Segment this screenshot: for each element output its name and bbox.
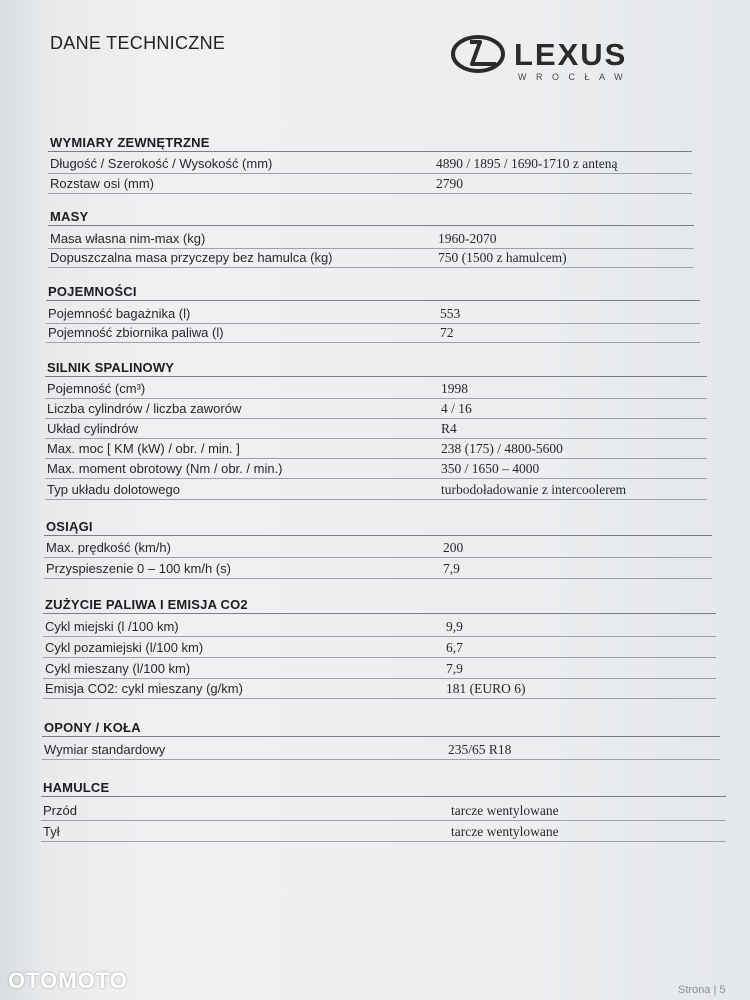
row-divider <box>48 173 692 174</box>
spec-label: Cykl pozamiejski (l/100 km) <box>45 640 204 655</box>
spec-value: 4890 / 1895 / 1690-1710 z anteną <box>436 156 618 171</box>
row-divider <box>48 248 694 249</box>
section-title: POJEMNOŚCI <box>48 284 137 299</box>
spec-label: Max. moc [ KM (kW) / obr. / min. ] <box>47 441 240 456</box>
spec-label: Układ cylindrów <box>47 421 139 436</box>
page-number: Strona | 5 <box>678 984 726 996</box>
spec-label: Max. prędkość (km/h) <box>46 540 171 555</box>
spec-label: Pojemność bagażnika (l) <box>48 306 191 321</box>
section-divider <box>48 151 692 152</box>
section-divider <box>46 300 700 301</box>
spec-value: 181 (EURO 6) <box>446 681 526 696</box>
section-title: ZUŻYCIE PALIWA I EMISJA CO2 <box>45 597 248 612</box>
spec-value: 9,9 <box>446 619 463 634</box>
spec-value: 235/65 R18 <box>448 742 512 757</box>
spec-value: 750 (1500 z hamulcem) <box>438 250 567 265</box>
spec-value: 72 <box>440 325 454 340</box>
spec-value: 7,9 <box>443 561 460 576</box>
row-divider <box>46 323 700 324</box>
spec-value: R4 <box>441 421 457 436</box>
row-divider <box>43 698 716 699</box>
spec-value: 553 <box>440 306 461 321</box>
row-divider <box>45 398 707 399</box>
spec-label: Przyspieszenie 0 – 100 km/h (s) <box>46 561 231 576</box>
spec-label: Cykl mieszany (l/100 km) <box>45 661 191 676</box>
spec-label: Dopuszczalna masa przyczepy bez hamulca (kg) <box>50 250 333 265</box>
row-divider <box>44 557 712 558</box>
spec-label: Tył <box>43 824 60 839</box>
spec-label: Długość / Szerokość / Wysokość (mm) <box>50 156 273 171</box>
row-divider <box>46 342 700 343</box>
spec-value: tarcze wentylowane <box>451 824 559 839</box>
row-divider <box>43 678 716 679</box>
row-divider <box>44 578 712 579</box>
spec-label: Przód <box>43 803 77 818</box>
spec-value: turbodoładowanie z intercoolerem <box>441 482 627 497</box>
section-title: OSIĄGI <box>46 519 93 534</box>
row-divider <box>45 478 707 479</box>
spec-value: tarcze wentylowane <box>451 803 559 818</box>
spec-label: Pojemność zbiornika paliwa (l) <box>48 325 224 340</box>
section-divider <box>43 613 716 614</box>
section-title: SILNIK SPALINOWY <box>47 360 175 375</box>
row-divider <box>43 636 716 637</box>
section-divider <box>42 736 720 737</box>
row-divider <box>41 841 726 842</box>
spec-value: 6,7 <box>446 640 463 655</box>
section-title: HAMULCE <box>43 780 110 795</box>
spec-value: 4 / 16 <box>441 401 472 416</box>
section-title: MASY <box>50 209 89 224</box>
lexus-logo <box>450 30 690 86</box>
spec-value: 200 <box>443 540 464 555</box>
spec-value: 1998 <box>441 381 468 396</box>
logo-brand-text: LEXUS <box>514 37 628 72</box>
section-divider <box>44 535 712 536</box>
spec-value: 7,9 <box>446 661 463 676</box>
spec-label: Wymiar standardowy <box>44 742 166 757</box>
spec-value: 350 / 1650 – 4000 <box>441 461 540 476</box>
row-divider <box>45 438 707 439</box>
spec-label: Typ układu dolotowego <box>47 482 180 497</box>
row-divider <box>48 193 692 194</box>
row-divider <box>41 820 726 821</box>
spec-label: Max. moment obrotowy (Nm / obr. / min.) <box>47 461 283 476</box>
section-divider <box>45 376 707 377</box>
section-divider <box>41 796 726 797</box>
spec-label: Emisja CO2: cykl mieszany (g/km) <box>45 681 243 696</box>
spec-label: Cykl miejski (l /100 km) <box>45 619 179 634</box>
logo-city-text: WROCŁAW <box>518 72 633 82</box>
spec-value: 1960-2070 <box>438 231 497 246</box>
section-title: WYMIARY ZEWNĘTRZNE <box>50 135 210 150</box>
section-divider <box>48 225 694 226</box>
page-title: DANE TECHNICZNE <box>50 33 226 53</box>
section-title: OPONY / KOŁA <box>44 720 141 735</box>
spec-label: Masa własna nim-max (kg) <box>50 231 206 246</box>
otomoto-watermark: OTOMOTO <box>8 968 128 993</box>
spec-label: Rozstaw osi (mm) <box>50 176 155 191</box>
row-divider <box>48 267 694 268</box>
spec-value: 238 (175) / 4800-5600 <box>441 441 563 456</box>
row-divider <box>42 759 720 760</box>
spec-label: Liczba cylindrów / liczba zaworów <box>47 401 242 416</box>
spec-label: Pojemność (cm³) <box>47 381 146 396</box>
row-divider <box>43 657 716 658</box>
row-divider <box>45 499 707 500</box>
spec-value: 2790 <box>436 176 463 191</box>
row-divider <box>45 418 707 419</box>
row-divider <box>45 458 707 459</box>
